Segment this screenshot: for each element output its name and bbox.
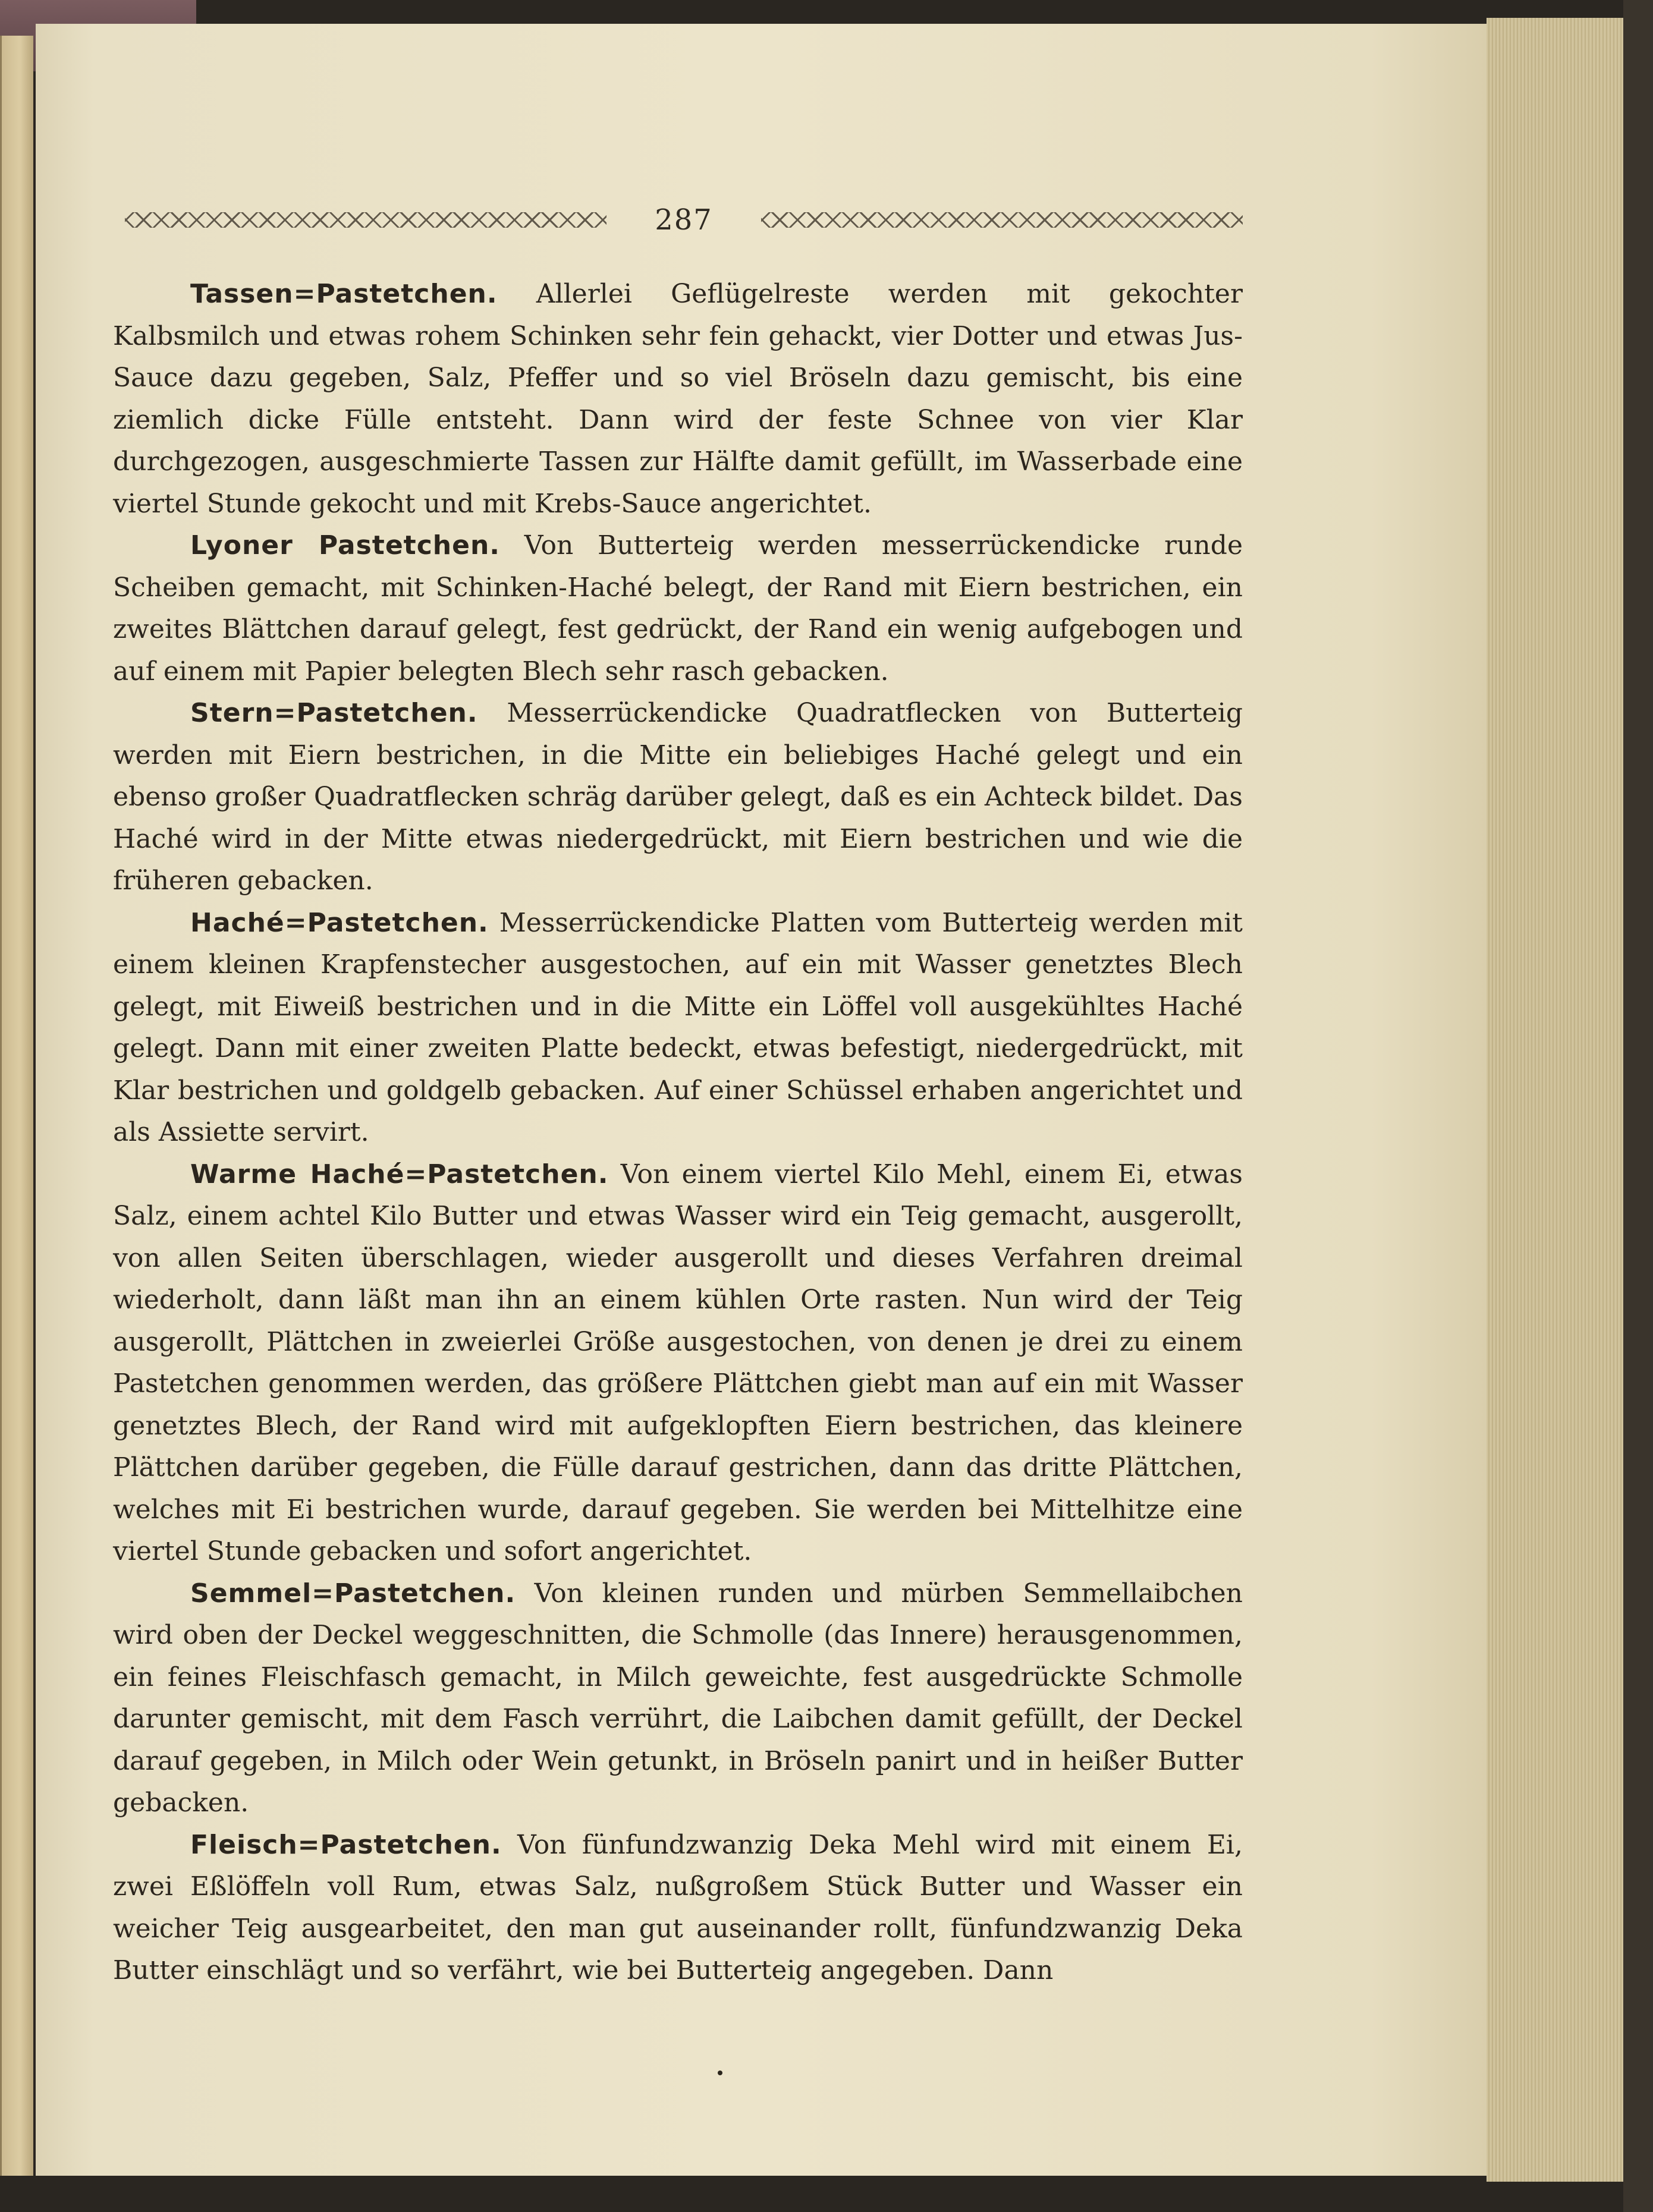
footer-dot <box>718 2071 722 2075</box>
recipe-title: Warme Haché=Pastetchen. <box>190 1159 609 1190</box>
recipe-paragraph <box>113 902 1243 1154</box>
recipe-paragraph <box>113 273 1243 525</box>
recipe-text: Von Butterteig werden messerrückendicke runde Scheiben gemacht, mit Schinken-Haché belegt, der Rand mit Eiern bestrichen, ein zweites Blättchen darauf gelegt, fest gedrückt, der Rand ein wenig aufgebogen und auf einem mit Papier belegten Blech sehr rasch gebacken. <box>113 530 1243 687</box>
page-stack-edge <box>1487 18 1623 2182</box>
recipe-title: Stern=Pastetchen. <box>190 698 478 728</box>
recipe-paragraph <box>113 1154 1243 1573</box>
recipe-title: Lyoner Pastetchen. <box>190 530 501 561</box>
page-header <box>125 196 1243 244</box>
recipe-paragraph <box>113 1573 1243 1824</box>
previous-page-edge <box>0 36 33 2176</box>
book-cover-edge <box>1623 0 1653 2212</box>
page-content <box>113 273 1243 1992</box>
recipe-text: Allerlei Geflügelreste werden mit gekochter Kalbsmilch und etwas rohem Schinken sehr fein gehackt, vier Dotter und etwas Jus-Sauce dazu gegeben, Salz, Pfeffer und so viel Bröseln dazu gemischt, bis eine ziemlich dicke Fülle entsteht. Dann wird der feste Schnee von vier Klar durchgezogen, ausgeschmierte Tassen zur Hälfte damit gefüllt, im Wasserbade eine viertel Stunde gekocht und mit Krebs-Sauce angerichtet. <box>113 279 1243 519</box>
recipe-title: Fleisch=Pastetchen. <box>190 1829 502 1860</box>
ornament-left <box>125 212 606 228</box>
recipe-paragraph <box>113 525 1243 693</box>
recipe-text: Von fünfundzwanzig Deka Mehl wird mit einem Ei, zwei Eßlöffeln voll Rum, etwas Salz, nußgroßem Stück Butter und Wasser ein weicher Teig ausgearbeitet, den man gut auseinander rollt, fünfundzwanzig Deka Butter einschlägt und so verfährt, wie bei Butterteig angegeben. Dann <box>113 1829 1243 1986</box>
recipe-text: Messerrückendicke Quadratflecken von Butterteig werden mit Eiern bestrichen, in die Mitte ein beliebiges Haché gelegt und ein ebenso großer Quadratflecken schräg darüber gelegt, daß es ein Achteck bildet. Das Haché wird in der Mitte etwas niedergedrückt, mit Eiern bestrichen und wie die früheren gebacken. <box>113 698 1243 896</box>
recipe-paragraph <box>113 693 1243 902</box>
recipe-title: Tassen=Pastetchen. <box>190 279 498 309</box>
recipe-text: Von einem viertel Kilo Mehl, einem Ei, etwas Salz, einem achtel Kilo Butter und etwas Wasser wird ein Teig gemacht, ausgerollt, von allen Seiten überschlagen, wieder ausgerollt und dieses Verfahren dreimal wiederholt, dann läßt man ihn an einem kühlen Orte rasten. Nun wird der Teig ausgerollt, Plättchen in zweierlei Größe ausgestochen, von denen je drei zu einem Pastetchen genommen werden, das größere Plättchen giebt man auf ein mit Wasser genetztes Blech, der Rand wird mit aufgeklopften Eiern bestrichen, das kleinere Plättchen darüber gegeben, die Fülle darauf gestrichen, dann das dritte Plättchen, welches mit Ei bestrichen wurde, darauf gegeben. Sie werden bei Mittelhitze eine viertel Stunde gebacken und sofort angerichtet. <box>113 1159 1243 1566</box>
previous-page-shadow <box>0 36 2 2176</box>
recipe-title: Haché=Pastetchen. <box>190 907 489 938</box>
recipe-paragraph <box>113 1824 1243 1992</box>
recipe-text: Von kleinen runden und mürben Semmellaibchen wird oben der Deckel weggeschnitten, die Schmolle (das Innere) herausgenommen, ein feines Fleischfasch gemacht, in Milch geweichte, fest ausgedrückte Schmolle darunter gemischt, mit dem Fasch verrührt, die Laibchen damit gefüllt, der Deckel darauf gegeben, in Milch oder Wein getunkt, in Bröseln panirt und in heißer Butter gebacken. <box>113 1578 1243 1818</box>
ornament-right <box>761 212 1243 228</box>
recipe-title: Semmel=Pastetchen. <box>190 1578 516 1609</box>
recipe-text: Messerrückendicke Platten vom Butterteig werden mit einem kleinen Krapfenstecher ausgestochen, auf ein mit Wasser genetztes Blech gelegt, mit Eiweiß bestrichen und in die Mitte ein Löffel voll ausgekühltes Haché gelegt. Dann mit einer zweiten Platte bedeckt, etwas befestigt, niedergedrückt, mit Klar bestrichen und goldgelb gebacken. Auf einer Schüssel erhaben angerichtet und als Assiette servirt. <box>113 907 1243 1147</box>
page-number: 287 <box>655 203 713 237</box>
